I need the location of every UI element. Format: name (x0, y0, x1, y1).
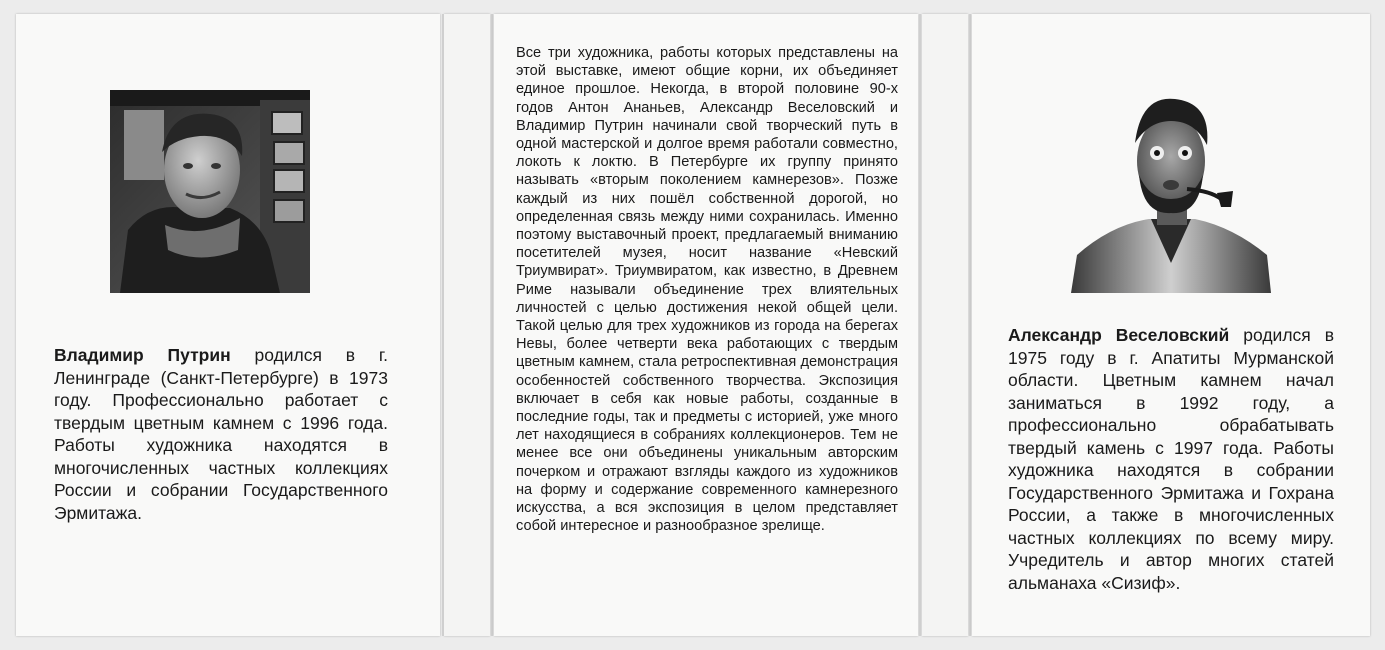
fold-line (442, 14, 444, 636)
veselovsky-name: Александр Веселовский (1008, 325, 1230, 345)
exhibition-intro-text: Все три художника, работы которых представлены на этой выставке, имеют общие корни, их объединяет единое прошлое. Некогда, в второй половине 90-х годов Антон Ананьев, Александр Веселовский и Владимир Путрин начинали свой творческий путь в одной мастерской и долгое время работали совместно, локоть к локтю. В Петербурге их группу принято называть «вторым поколением камнерезов». Позже каждый из них пошёл собственной дорогой, но определенная связь между ними сохранилась. Именно поэтому выставочный проект, предлагаемый вниманию посетителей музея, носит название «Невский Триумвират». Триумвиратом, как известно, в Древнем Риме называли объединение трех влиятельных личностей с целью достижения некой общей цели. Такой целью для трех художников из города на берегах Невы, более четверти века работающих с твердым цветным камнем, стала ретроспективная демонстрация особенностей собственного творчества. Экспозиция включает в себя как новые работы, созданные в последние годы, так и предметы с историей, уже много лет находящиеся в собраниях коллекционеров. Тем не менее все они объединены уникальным авторским почерком и отражают взгляды каждого из художников на форму и содержание современного камнерезного искусства, а вся экспозиция в целом представляет собой интересное и разнообразное зрелище. (516, 45, 898, 535)
putrin-bio-text: родился в г. Ленинграде (Санкт-Петербурге) в 1973 году. Профессионально работает с твердым цветным камнем с 1996 года. Работы художника находятся в многочисленных частных коллекциях России и собрании Государственного Эрмитажа. (54, 345, 388, 523)
putrin-portrait-photo (110, 90, 310, 293)
veselovsky-portrait-photo (1071, 95, 1271, 293)
right-panel (972, 14, 1370, 636)
fold-line (919, 14, 921, 636)
putrin-name: Владимир Путрин (54, 345, 231, 365)
veselovsky-bio-text: родился в 1975 году в г. Апатиты Мурманской области. Цветным камнем начал заниматься в 1992 году, а профессионально обрабатывать твердый камень с 1997 года. Работы художника находятся в собрании Государственного Эрмитажа и Гохрана России, а также в многочисленных частных коллекциях по всему миру. Учредитель и автор многих статей альманаха «Сизиф». (1008, 325, 1334, 593)
fold-line (969, 14, 971, 636)
putrin-biography (54, 344, 388, 524)
fold-line (491, 14, 493, 636)
veselovsky-biography (1008, 324, 1334, 594)
left-spine (444, 14, 490, 636)
right-spine (922, 14, 968, 636)
left-panel (16, 14, 440, 636)
middle-panel (494, 14, 918, 636)
